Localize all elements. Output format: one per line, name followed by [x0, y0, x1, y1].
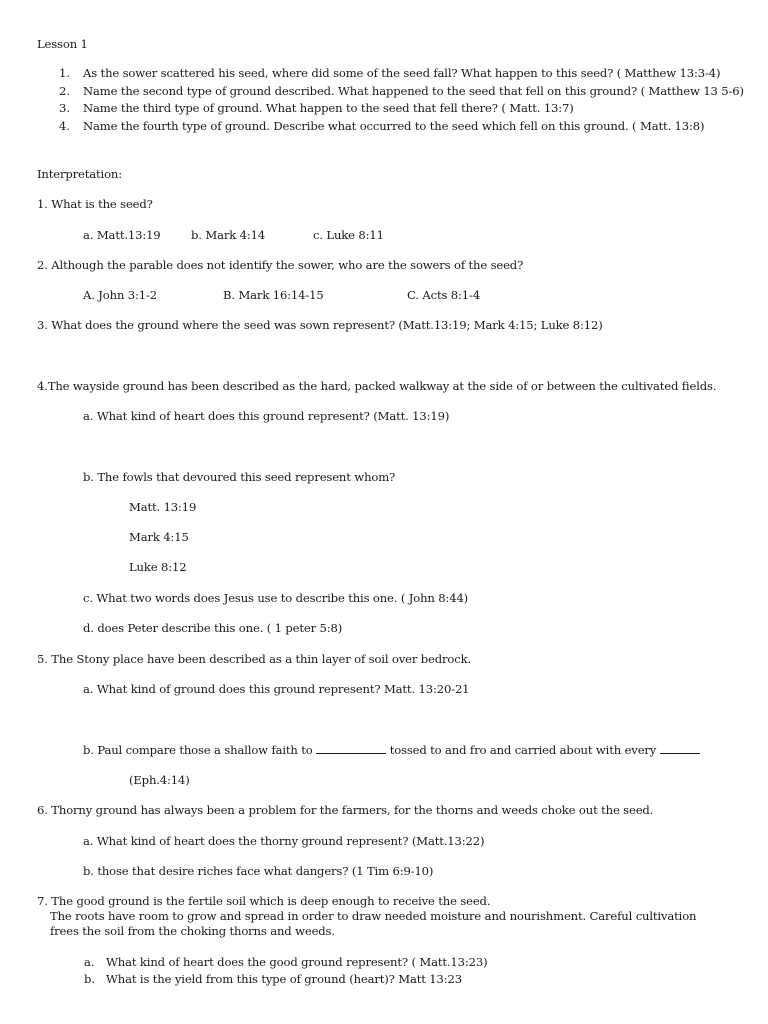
list-item: Name the fourth type of ground. Describe what occurred to the seed which fell on this ground. ( Matt. 13:8)	[83, 119, 705, 133]
sentence-part: tossed to and fro and carried about with every	[386, 743, 660, 757]
reference-option: a. Matt.13:19	[83, 228, 161, 242]
interpretation-question: 2. Although the parable does not identify the sower, who are the sowers of the seed?	[37, 258, 524, 272]
interpretation-heading: Interpretation:	[37, 167, 122, 181]
scripture-reference: Mark 4:15	[129, 530, 189, 544]
list-number: 4.	[59, 119, 71, 133]
sub-question: b. those that desire riches face what dangers? (1 Tim 6:9-10)	[83, 864, 434, 878]
interpretation-question: 4.The wayside ground has been described as the hard, packed walkway at the side of or between the cultivated fields.	[37, 379, 717, 393]
list-number: 2.	[59, 84, 71, 98]
scripture-reference: Luke 8:12	[129, 560, 187, 574]
interpretation-question: 6. Thorny ground has always been a problem for the farmers, for the thorns and weeds choke out the seed.	[37, 803, 654, 817]
sub-question	[83, 743, 700, 758]
reference-option: B. Mark 16:14-15	[223, 288, 324, 302]
reference-option: b. Mark 4:14	[191, 228, 266, 242]
interpretation-question: 3. What does the ground where the seed was sown represent? (Matt.13:19; Mark 4:15; Luke 8:12)	[37, 318, 603, 332]
sub-question: What kind of heart does the good ground represent? ( Matt.13:23)	[106, 955, 488, 969]
sentence-part: b. Paul compare those a shallow faith to	[83, 743, 317, 757]
list-number: 1.	[59, 66, 71, 80]
sub-question: a. What kind of heart does the thorny ground represent? (Matt.13:22)	[83, 834, 485, 848]
list-number: 3.	[59, 101, 71, 115]
reference-option: C. Acts 8:1-4	[407, 288, 480, 302]
list-item: Name the third type of ground. What happen to the seed that fell there? ( Matt. 13:7)	[83, 101, 574, 115]
fill-in-blank	[660, 743, 700, 754]
sub-question: c. What two words does Jesus use to describe this one. ( John 8:44)	[83, 591, 469, 605]
question-continuation: The roots have room to grow and spread in order to draw needed moisture and nourishment. Careful cultivation	[50, 909, 697, 923]
sub-question: a. What kind of ground does this ground represent? Matt. 13:20-21	[83, 682, 470, 696]
sub-question: a. What kind of heart does this ground represent? (Matt. 13:19)	[83, 409, 450, 423]
fill-in-blank	[316, 743, 386, 754]
sub-question: d. does Peter describe this one. ( 1 peter 5:8)	[83, 621, 343, 635]
lesson-heading: Lesson 1	[37, 37, 88, 51]
question-continuation: frees the soil from the choking thorns and weeds.	[50, 924, 335, 938]
list-item: As the sower scattered his seed, where did some of the seed fall? What happen to this seed? ( Matthew 13:3-4)	[83, 66, 721, 80]
sub-question: What is the yield from this type of ground (heart)? Matt 13:23	[106, 972, 462, 986]
list-item: Name the second type of ground described. What happened to the seed that fell on this ground? ( Matthew 13 5-6)	[83, 84, 744, 98]
scripture-reference: (Eph.4:14)	[129, 773, 190, 787]
sub-question: b. The fowls that devoured this seed represent whom?	[83, 470, 396, 484]
interpretation-question: 5. The Stony place have been described as a thin layer of soil over bedrock.	[37, 652, 472, 666]
interpretation-question: 1. What is the seed?	[37, 197, 153, 211]
reference-option: A. John 3:1-2	[83, 288, 157, 302]
interpretation-question: 7. The good ground is the fertile soil which is deep enough to receive the seed.	[37, 894, 491, 908]
reference-option: c. Luke 8:11	[313, 228, 384, 242]
list-letter: a.	[84, 955, 95, 969]
list-letter: b.	[84, 972, 96, 986]
scripture-reference: Matt. 13:19	[129, 500, 197, 514]
